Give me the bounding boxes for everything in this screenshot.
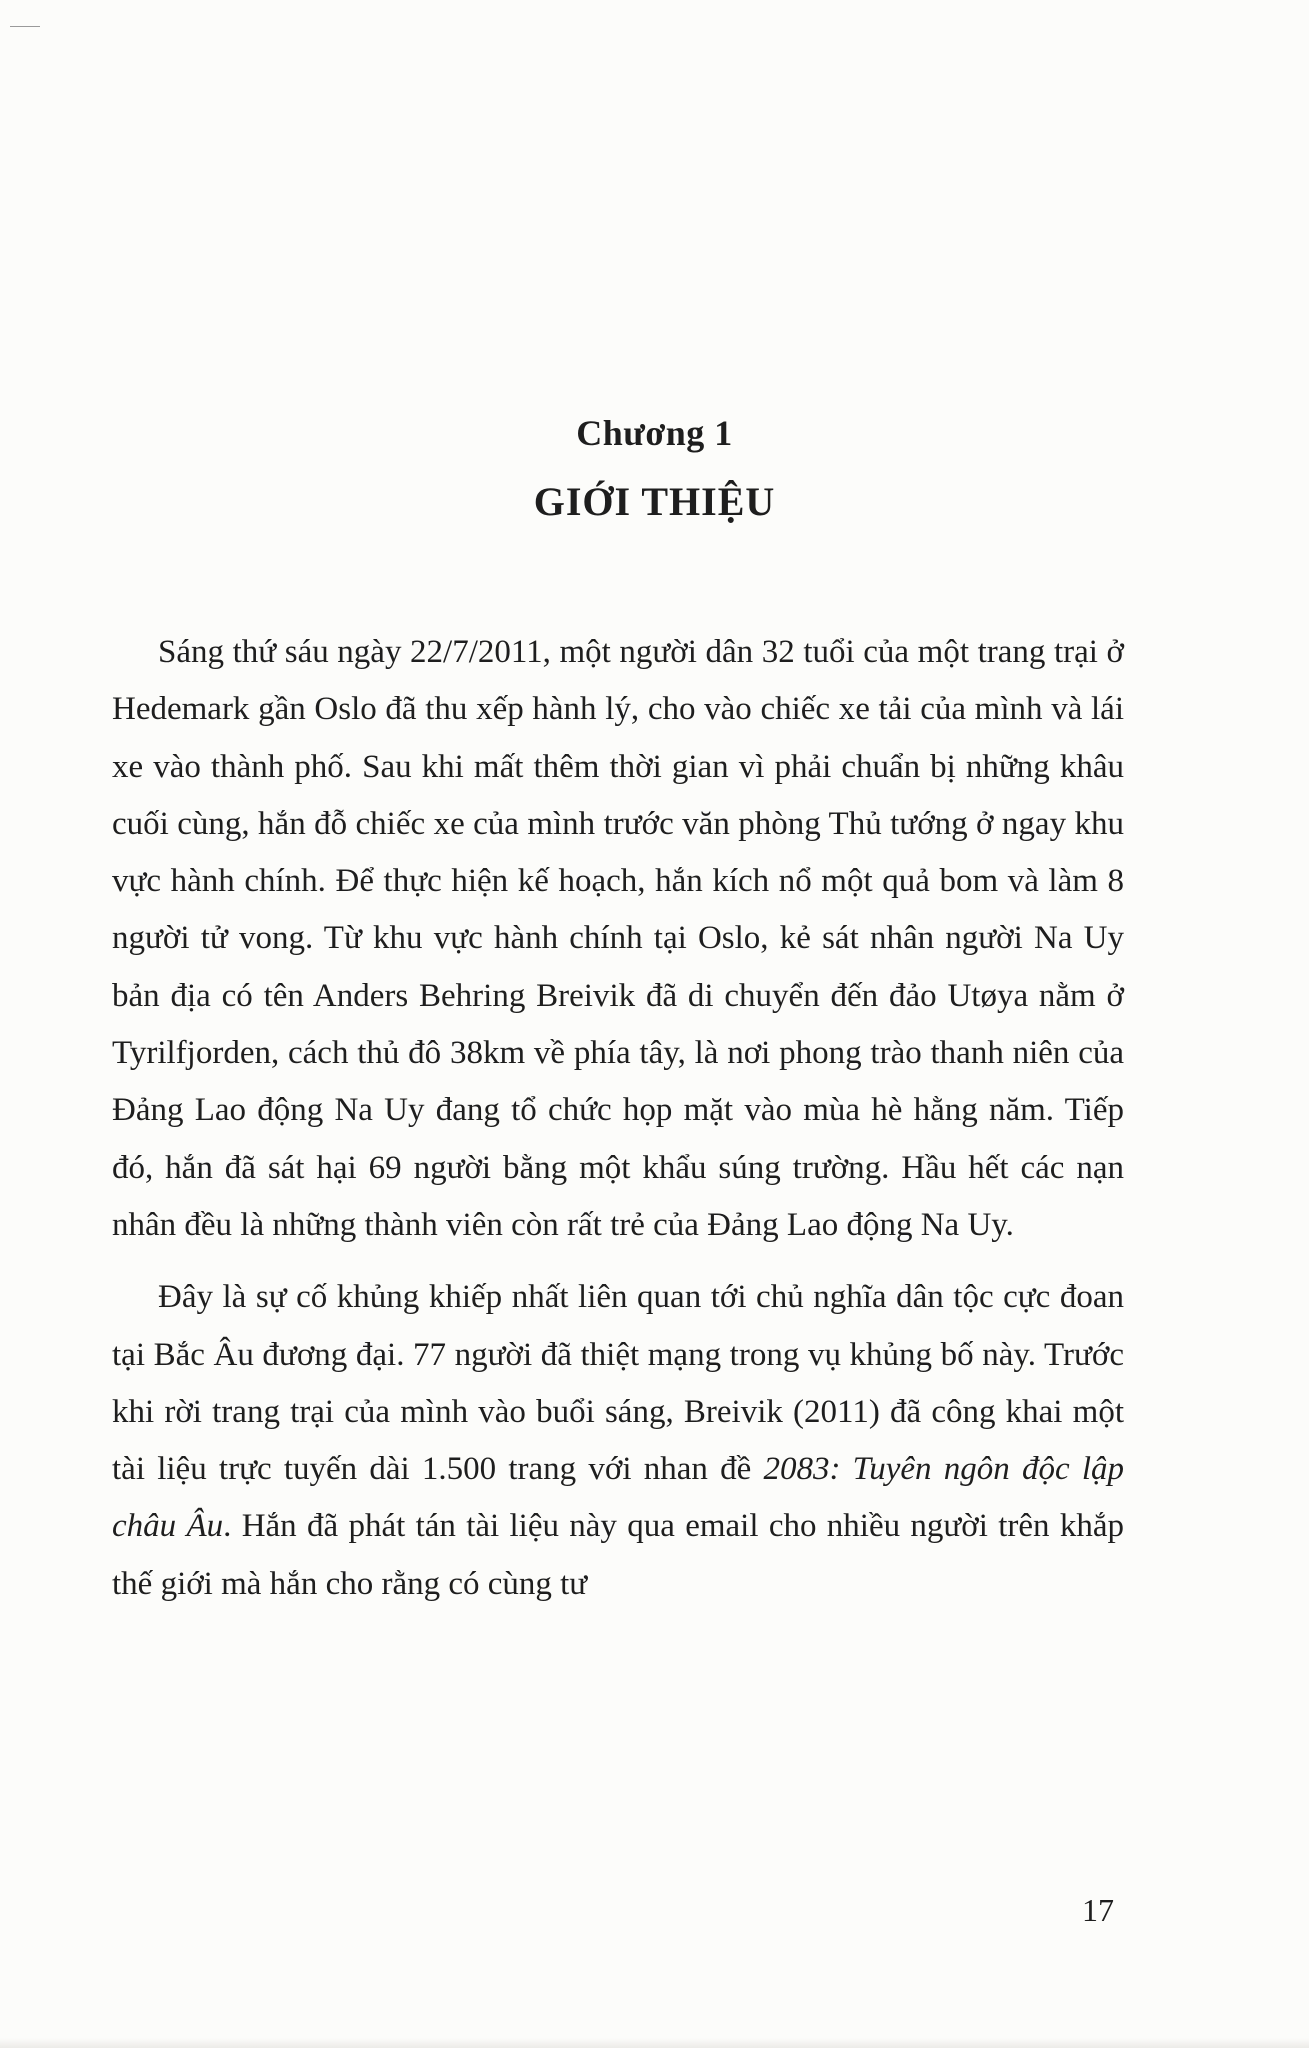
body-text	[112, 624, 1124, 1613]
paragraph-1: Sáng thứ sáu ngày 22/7/2011, một người dân 32 tuổi của một trang trại ở Hedemark gần Oslo đã thu xếp hành lý, cho vào chiếc xe tải của mình và lái xe vào thành phố. Sau khi mất thêm thời gian vì phải chuẩn bị những khâu cuối cùng, hắn đỗ chiếc xe của mình trước văn phòng Thủ tướng ở ngay khu vực hành chính. Để thực hiện kế hoạch, hắn kích nổ một quả bom và làm 8 người tử vong. Từ khu vực hành chính tại Oslo, kẻ sát nhân người Na Uy bản địa có tên Anders Behring Breivik đã di chuyển đến đảo Utøya nằm ở Tyrilfjorden, cách thủ đô 38km về phía tây, là nơi phong trào thanh niên của Đảng Lao động Na Uy đang tổ chức họp mặt vào mùa hè hằng năm. Tiếp đó, hắn đã sát hại 69 người bằng một khẩu súng trường. Hầu hết các nạn nhân đều là những thành viên còn rất trẻ của Đảng Lao động Na Uy.	[112, 634, 1124, 1243]
paragraph-2-text-before: Đây là sự cố khủng khiếp nhất liên quan tới chủ nghĩa dân tộc cực đoan tại Bắc Âu đương đại. 77 người đã thiệt mạng trong vụ khủng bố này. Trước khi rời trang trại của mình vào buổi sáng, Breivik (2011) đã công khai một tài liệu trực tuyến dài 1.500 trang với nhan đề	[112, 1279, 1124, 1488]
paragraph-2-text-after: . Hắn đã phát tán tài liệu này qua email cho nhiều người trên khắp thế giới mà hắn cho rằng có cùng tư	[112, 1508, 1124, 1602]
book-title-italic: 2083: Tuyên ngôn độc lập châu Âu	[112, 1451, 1124, 1545]
scan-corner-mark	[10, 26, 40, 27]
page-number: 17	[1082, 1892, 1114, 1928]
page-bottom-edge	[0, 2038, 1309, 2048]
paragraph-2	[112, 1269, 1124, 1613]
chapter-label: Chương 1	[576, 413, 733, 453]
chapter-title: GIỚI THIỆU	[533, 479, 776, 524]
